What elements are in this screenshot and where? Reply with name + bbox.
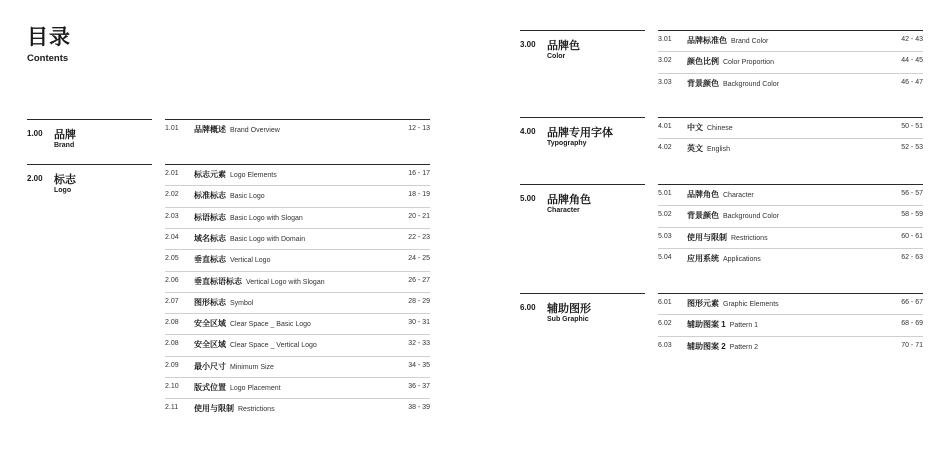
entry-pages: 34 - 35 <box>408 361 430 369</box>
entry-title-en: Vertical Logo <box>230 257 271 265</box>
entry-title-cn: 标志元素 <box>194 170 226 179</box>
toc-entry[interactable] <box>658 248 923 269</box>
entry-title <box>194 403 275 414</box>
entry-pages: 36 - 37 <box>408 383 430 390</box>
toc-entry[interactable] <box>658 117 923 138</box>
entry-title-cn: 图形元素 <box>687 299 719 308</box>
section-number: 6.00 <box>520 303 536 312</box>
entry-number: 2.06 <box>165 276 179 284</box>
entry-number: 2.10 <box>165 383 179 390</box>
entry-number: 2.03 <box>165 212 179 220</box>
entry-title-en: Pattern 2 <box>729 343 759 351</box>
entry-divider <box>165 334 430 335</box>
entry-divider <box>165 313 430 314</box>
entry-divider <box>658 205 923 206</box>
entry-title-en: Restrictions <box>238 406 275 414</box>
toc-entry[interactable] <box>658 314 923 335</box>
entry-title-cn: 背景颜色 <box>687 78 719 88</box>
entry-title-cn: 辅助图案 1 <box>687 320 726 330</box>
entry-title <box>194 169 277 180</box>
entry-title-cn: 品牌角色 <box>687 190 719 199</box>
toc-entry[interactable] <box>658 227 923 248</box>
section-title: 品牌专用字体 <box>547 127 613 139</box>
entry-title <box>194 339 317 350</box>
entry-number: 6.03 <box>658 341 672 349</box>
entry-title <box>687 298 779 309</box>
entry-title-cn: 英文 <box>687 144 703 154</box>
entry-title-en: Background Color <box>723 213 780 221</box>
entry-divider <box>658 138 923 139</box>
toc-entry[interactable] <box>658 184 923 205</box>
entry-title <box>687 319 758 330</box>
section-title-en: Typography <box>547 140 587 147</box>
entry-divider <box>165 271 430 272</box>
section-title-en: Sub Graphic <box>547 316 589 323</box>
entry-number: 5.02 <box>658 211 672 219</box>
entry-title <box>194 254 270 265</box>
entry-divider <box>658 73 923 74</box>
toc-entry[interactable] <box>165 313 430 334</box>
toc-entry[interactable] <box>165 119 430 140</box>
toc-entry[interactable] <box>658 30 923 51</box>
entry-title <box>194 361 274 372</box>
entry-title <box>687 341 758 352</box>
entry-title <box>194 233 305 244</box>
section-title: 辅助图形 <box>547 303 591 315</box>
entry-title-en: Color Proportion <box>723 59 774 67</box>
entry-number: 2.07 <box>165 297 179 305</box>
entry-title-en: Vertical Logo with Slogan <box>246 278 325 286</box>
entry-pages: 30 - 31 <box>408 319 430 327</box>
section-rule <box>27 119 152 120</box>
entry-title-cn: 应用系统 <box>687 253 719 263</box>
section-heading <box>520 117 645 153</box>
entry-pages: 44 - 45 <box>901 57 923 65</box>
entry-title <box>194 297 253 308</box>
entry-title <box>194 276 325 287</box>
entry-number: 4.01 <box>658 123 672 130</box>
section-number: 4.00 <box>520 127 536 136</box>
entry-title-en: Background Color <box>723 80 780 88</box>
entry-title-en: Minimum Size <box>230 363 274 371</box>
entry-title <box>687 35 768 46</box>
entry-title-en: Graphic Elements <box>723 301 779 308</box>
page-subtitle: Contents <box>27 53 69 64</box>
entry-title-en: Chinese <box>707 125 733 132</box>
entry-number: 5.04 <box>658 253 672 261</box>
entry-title-en: Logo Elements <box>230 172 277 179</box>
entry-title-cn: 域名标志 <box>194 233 226 243</box>
section-heading <box>520 30 645 66</box>
entry-divider <box>165 185 430 186</box>
entry-pages: 24 - 25 <box>408 255 430 263</box>
entry-divider <box>165 164 430 165</box>
entry-divider <box>165 377 430 378</box>
entry-title-cn: 最小尺寸 <box>194 361 226 371</box>
toc-entry[interactable] <box>658 73 923 94</box>
entry-title-en: English <box>707 146 730 154</box>
entry-title <box>687 253 761 264</box>
section-title: 标志 <box>54 174 76 186</box>
entry-number: 2.04 <box>165 233 179 241</box>
toc-entry[interactable] <box>658 293 923 314</box>
entry-title-cn: 中文 <box>687 123 703 132</box>
entry-pages: 16 - 17 <box>408 170 430 177</box>
entry-number: 3.02 <box>658 57 672 65</box>
toc-entry[interactable] <box>165 398 430 419</box>
entry-number: 2.09 <box>165 361 179 369</box>
entry-divider <box>658 117 923 118</box>
section-rule <box>520 117 645 118</box>
entry-title-en: Symbol <box>230 299 254 307</box>
entry-number: 2.02 <box>165 191 179 199</box>
toc-entry[interactable] <box>658 138 923 159</box>
section-rule <box>520 293 645 294</box>
entry-divider <box>658 314 923 315</box>
entry-pages: 26 - 27 <box>408 276 430 284</box>
toc-entry[interactable] <box>658 336 923 357</box>
section-heading <box>520 293 645 329</box>
entry-title-cn: 品牌概述 <box>194 125 226 134</box>
entry-number: 6.01 <box>658 299 672 306</box>
entry-pages: 66 - 67 <box>901 299 923 306</box>
entry-title-cn: 安全区域 <box>194 340 226 350</box>
toc-entry[interactable] <box>165 207 430 228</box>
entry-title <box>687 122 733 133</box>
entry-title-cn: 安全区域 <box>194 319 226 329</box>
section-heading <box>27 119 152 155</box>
toc-entry[interactable] <box>658 205 923 226</box>
entry-pages: 32 - 33 <box>408 340 430 348</box>
entry-divider <box>165 119 430 120</box>
entry-pages: 20 - 21 <box>408 212 430 220</box>
toc-entry[interactable] <box>658 51 923 72</box>
entry-title-cn: 版式位置 <box>194 383 226 392</box>
entry-title-en: Brand Overview <box>230 127 280 134</box>
section-title: 品牌色 <box>547 40 580 52</box>
entry-title <box>687 78 779 89</box>
entry-pages: 58 - 59 <box>901 211 923 219</box>
entry-title <box>194 318 311 329</box>
entry-divider <box>658 336 923 337</box>
entry-number: 5.01 <box>658 190 672 197</box>
toc-entry[interactable] <box>165 249 430 270</box>
entry-number: 1.01 <box>165 125 179 132</box>
page-title: 目录 <box>27 26 71 49</box>
section-rule <box>520 30 645 31</box>
entry-title <box>687 56 774 67</box>
toc-entry[interactable] <box>165 356 430 377</box>
entry-divider <box>658 293 923 294</box>
section-rule <box>27 164 152 165</box>
entry-pages: 52 - 53 <box>901 144 923 152</box>
section-title-en: Logo <box>54 187 72 194</box>
entry-divider <box>658 184 923 185</box>
section-title-en: Character <box>547 207 580 214</box>
entry-number: 4.02 <box>658 144 672 152</box>
toc-entry[interactable] <box>165 164 430 185</box>
entry-title <box>194 212 303 223</box>
entry-divider <box>658 51 923 52</box>
entry-title <box>687 210 779 221</box>
entry-divider <box>165 207 430 208</box>
entry-title <box>687 232 768 243</box>
entry-pages: 70 - 71 <box>901 341 923 349</box>
entry-divider <box>165 249 430 250</box>
entry-number: 2.05 <box>165 255 179 263</box>
entry-title-cn: 垂直标语标志 <box>194 276 242 286</box>
toc-entry[interactable] <box>165 271 430 292</box>
entry-pages: 12 - 13 <box>408 125 430 132</box>
entry-pages: 22 - 23 <box>408 233 430 241</box>
entry-divider <box>658 248 923 249</box>
entry-pages: 60 - 61 <box>901 232 923 240</box>
section-title: 品牌角色 <box>547 194 591 206</box>
entry-title-en: Logo Placement <box>230 385 281 392</box>
entry-pages: 38 - 39 <box>408 404 430 412</box>
entry-title <box>194 124 280 135</box>
entry-divider <box>165 228 430 229</box>
entry-pages: 18 - 19 <box>408 191 430 199</box>
entry-pages: 46 - 47 <box>901 78 923 86</box>
entry-number: 2.08 <box>165 319 179 327</box>
entry-number: 2.11 <box>165 404 179 412</box>
entry-title-en: Basic Logo <box>230 193 265 201</box>
entry-title <box>194 190 265 201</box>
entry-pages: 68 - 69 <box>901 320 923 328</box>
entry-title-cn: 使用与限制 <box>687 232 727 242</box>
entry-number: 6.02 <box>658 320 672 328</box>
section-rule <box>520 184 645 185</box>
entry-number: 2.01 <box>165 170 179 177</box>
entry-pages: 42 - 43 <box>901 36 923 43</box>
entry-pages: 50 - 51 <box>901 123 923 130</box>
entry-pages: 62 - 63 <box>901 253 923 261</box>
section-number: 2.00 <box>27 174 43 183</box>
entry-divider <box>658 30 923 31</box>
entry-title-cn: 品牌标准色 <box>687 36 727 45</box>
section-title-en: Brand <box>54 142 75 149</box>
section-number: 5.00 <box>520 194 536 203</box>
toc-entry[interactable] <box>165 292 430 313</box>
entry-number: 3.01 <box>658 36 672 43</box>
entry-title-en: Character <box>723 192 754 199</box>
entry-number: 3.03 <box>658 78 672 86</box>
entry-title-en: Applications <box>723 255 761 263</box>
entry-pages: 56 - 57 <box>901 190 923 197</box>
entry-title-en: Pattern 1 <box>729 322 759 330</box>
toc-entry[interactable] <box>165 334 430 355</box>
entry-title-cn: 使用与限制 <box>194 404 234 414</box>
entry-title <box>194 382 281 393</box>
entry-divider <box>165 356 430 357</box>
entry-title-en: Restrictions <box>731 234 768 242</box>
entry-title <box>687 189 754 200</box>
entry-title-cn: 标准标志 <box>194 191 226 201</box>
entry-title-en: Brand Color <box>731 38 769 45</box>
toc-entry[interactable] <box>165 377 430 398</box>
entry-divider <box>658 227 923 228</box>
entry-title-en: Basic Logo with Domain <box>230 235 306 243</box>
entry-title-cn: 辅助图案 2 <box>687 341 726 351</box>
toc-entry[interactable] <box>165 185 430 206</box>
entry-number: 5.03 <box>658 232 672 240</box>
section-title-en: Color <box>547 53 566 60</box>
entry-divider <box>165 398 430 399</box>
entry-pages: 28 - 29 <box>408 297 430 305</box>
entry-title-cn: 图形标志 <box>194 297 226 307</box>
entry-title-cn: 标语标志 <box>194 212 226 222</box>
section-number: 3.00 <box>520 40 536 49</box>
entry-title-cn: 背景颜色 <box>687 211 719 221</box>
entry-number: 2.08 <box>165 340 179 348</box>
toc-entry[interactable] <box>165 228 430 249</box>
entry-title-en: Basic Logo with Slogan <box>230 214 303 222</box>
entry-title-en: Clear Space _ Vertical Logo <box>230 342 317 350</box>
section-title: 品牌 <box>54 129 76 141</box>
section-heading <box>520 184 645 220</box>
entry-title-en: Clear Space _ Basic Logo <box>230 321 311 329</box>
entry-title-cn: 颜色比例 <box>687 57 719 67</box>
entry-title <box>687 143 730 154</box>
section-number: 1.00 <box>27 129 43 138</box>
entry-title-cn: 垂直标志 <box>194 255 226 265</box>
section-heading <box>27 164 152 200</box>
entry-divider <box>165 292 430 293</box>
